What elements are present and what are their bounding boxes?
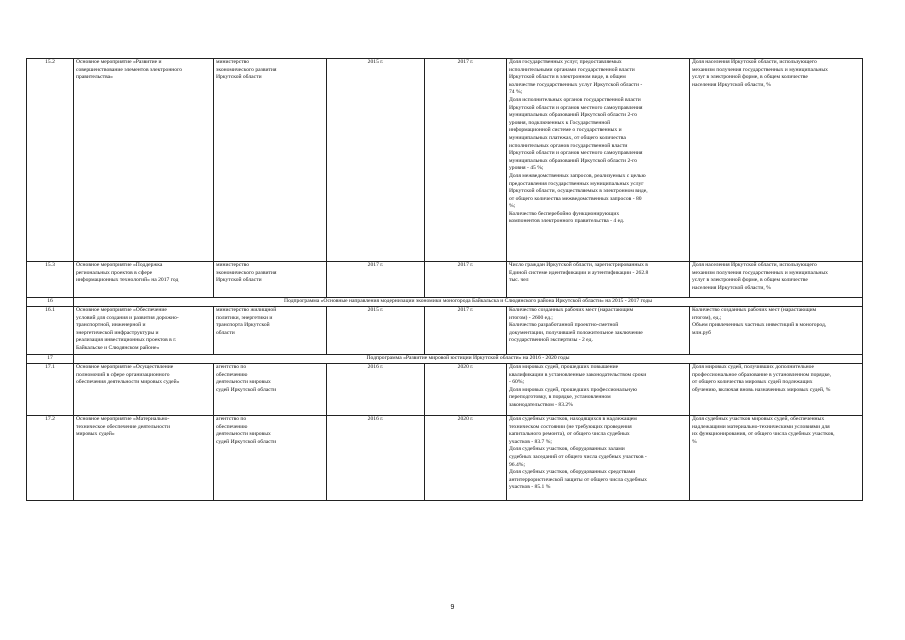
start-year: 2015 г. — [327, 307, 425, 355]
subprogram-title: Подпрограмма «Основные направления модернизации экономики моногорода Байкальска и Слюдянского района Иркутской области» на 2015 - 2017 годы — [74, 298, 863, 307]
executor-cell: министерство жилищной политики, энергетики и транспорта Иркутской области — [214, 307, 327, 355]
end-year: 2020 г. — [425, 364, 507, 416]
target-indicator-cell: Доля мировых судей, получивших дополнительное профессиональное образование в установленном порядке, от общего количества мировых судей подлежащих обучению, включая вновь назначенных мировых судей, % — [690, 364, 863, 416]
row-number: 16 — [27, 298, 74, 307]
end-year: 2017 г. — [425, 307, 507, 355]
executor-cell: министерство экономического развития Иркутской области — [214, 262, 327, 298]
executor-cell: агентство по обеспечению деятельности мировых судей Иркутской области — [214, 416, 327, 501]
subprogram-row — [27, 298, 863, 307]
indicators-cell: Доля судебных участков, находящихся в надлежащем техническом состоянии (не требующих проведения капитального ремонта), от общего числа судебных участков - 83.7 %; Доля судебных участков, оборудованных залами судебных заседаний от общего числа судебных участков - 96.4%; Доля судебных участков, оборудованных средствами антитеррористической защиты от общего числа судебных участков - 85.1 % — [507, 416, 690, 501]
start-year: 2016 г. — [327, 416, 425, 501]
row-number: 16.1 — [27, 307, 74, 355]
end-year: 2017 г. — [425, 262, 507, 298]
subprogram-row — [27, 355, 863, 364]
start-year: 2016 г. — [327, 364, 425, 416]
indicators-cell: Количество созданных рабочих мест (нарастающим итогом) - 2600 ед.; Количество разработанной проектно-сметной документации, получившей положительное заключение государственной экспертизы - 2 ед. — [507, 307, 690, 355]
row-number: 17.1 — [27, 364, 74, 416]
table-row — [27, 307, 863, 355]
indicators-cell: Число граждан Иркутской области, зарегистрированных в Единой системе идентификации и аутентификации - 262.8 тыс. чел — [507, 262, 690, 298]
row-number: 17 — [27, 355, 74, 364]
row-number: 17.2 — [27, 416, 74, 501]
start-year: 2015 г. — [327, 59, 425, 262]
row-number: 15.2 — [27, 59, 74, 262]
indicators-cell: Доля государственных услуг, предоставляемых исполнительными органами государственной власти Иркутской области в электронном виде, в общем количестве государственных услуг Иркутской области - 74 %; Доля исполнительных органов государственной власти Иркутской области и органов местного самоуправления муниципальных образований Иркутской области 2-го уровня, подключенных к Государственной информационной системе о государственных и муниципальных платежах, от общего количества исполнительных органов государственной власти Иркутской области и органов местного самоуправления муниципальных образований Иркутской области 2-го уровня - 45 %; Доля межведомственных запросов, реализуемых с целью предоставления государственных муниципальных услуг Иркутской области, осуществляемых в электронном виде, от общего количества межведомственных запросов - 80 %; Количество бесперебойно функционирующих компонентов электронного правительства - 4 ед. — [507, 59, 690, 262]
row-number: 15.3 — [27, 262, 74, 298]
executor-cell: министерство экономического развития Иркутской области — [214, 59, 327, 262]
table-row — [27, 364, 863, 416]
event-cell: Основное мероприятие «Развитие и совершенствование элементов электронного правительства» — [74, 59, 214, 262]
target-indicator-cell: Доля населения Иркутской области, использующего механизм получения государственных и муниципальных услуг в электронной форме, в общем количестве населения Иркутской области, % — [690, 262, 863, 298]
subprogram-title: Подпрограмма «Развитие мировой юстиции Иркутской области» на 2016 - 2020 годы — [74, 355, 863, 364]
indicators-cell: Доля мировых судей, прошедших повышение квалификации в установленные законодательством сроки - 60%; Доля мировых судей, прошедших профессиональную переподготовку, в порядке, установленном законодательством - 83.2% — [507, 364, 690, 416]
executor-cell: агентство по обеспечению деятельности мировых судей Иркутской области — [214, 364, 327, 416]
table-row — [27, 262, 863, 298]
table-row — [27, 59, 863, 262]
event-cell: Основное мероприятие «Обеспечение условий для создания и развития дорожно- транспортной, инженерной и энергетической инфраструктуры и реализация инвестиционных проектов в г. Байкальске и Слюдянском районе» — [74, 307, 214, 355]
event-cell: Основное мероприятие «Материально- техническое обеспечение деятельности мировых судей» — [74, 416, 214, 501]
event-cell: Основное мероприятие «Осуществление полномочий в сфере организационного обеспечения деятельности мировых судей» — [74, 364, 214, 416]
target-indicator-cell: Количество созданных рабочих мест (нарастающим итогом), ед.; Объем привлеченных частных инвестиций в моногород, млн.руб — [690, 307, 863, 355]
table-row — [27, 416, 863, 501]
end-year: 2017 г. — [425, 59, 507, 262]
programs-table — [26, 58, 863, 501]
end-year: 2020 г. — [425, 416, 507, 501]
event-cell: Основное мероприятие «Поддержка региональных проектов в сфере информационных технологий» на 2017 год — [74, 262, 214, 298]
page-number: 9 — [450, 604, 455, 611]
target-indicator-cell: Доля населения Иркутской области, использующего механизм получения государственных и муниципальных услуг в электронной форме, в общем количестве населения Иркутской области, % — [690, 59, 863, 262]
start-year: 2017 г. — [327, 262, 425, 298]
target-indicator-cell: Доля судебных участков мировых судей, обеспеченных надлежащими материально-техническими условиями для их функционирования, от общего числа судебных участков, % — [690, 416, 863, 501]
